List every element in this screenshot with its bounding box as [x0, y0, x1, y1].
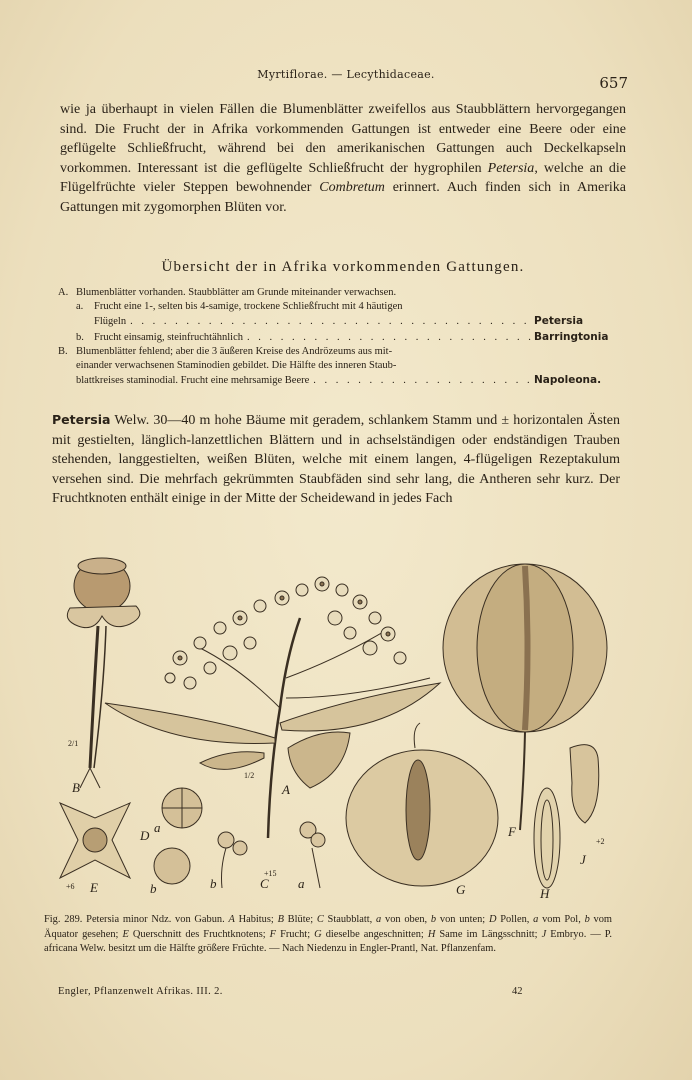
section-title: Übersicht der in Afrika vorkommenden Gattungen.	[161, 259, 525, 275]
key-row-a-a-cont: Flügeln . . . Petersia	[58, 314, 622, 329]
figure-h-seed	[534, 788, 560, 888]
label-B: B	[72, 780, 80, 795]
scale-J: +2	[596, 837, 605, 846]
label-A: A	[282, 782, 290, 797]
label-J: J	[580, 852, 586, 867]
figure-caption: Fig. 289. Petersia minor Ndz. von Gabun. A Habitus; B Blüte; C Staubblatt, a von oben, b von unten; D Pollen, a vom Pol, b vom Äquator gesehen; E Querschnitt des Fruchtknotens; F Frucht; G dieselbe angeschnitten; H Same im Längsschnitt; J Embryo. — P. africana Welw. besitzt um die Hälfte größere Früchte. — Nach Niedenzu in Engler-Prantl, Nat. Pflanzenfam.	[44, 914, 612, 955]
key-genus-petersia: Petersia	[534, 315, 584, 328]
scale-C: +15	[264, 869, 277, 878]
footer-signature: 42	[512, 986, 523, 997]
figure-b-flower	[67, 558, 140, 788]
scale-E: +6	[66, 882, 75, 891]
key-row-b-3: blattkreises staminodial. Frucht eine mehrsamige Beere . . . Napoleona.	[58, 373, 622, 388]
label-a-stamen: a	[298, 876, 305, 891]
figure-d-pollen	[154, 788, 202, 884]
genus-combretum-italic: Combretum	[319, 180, 385, 196]
genus-key	[58, 286, 622, 388]
botanical-figure	[50, 548, 630, 904]
running-head: Myrtiflorae. — Lecythidaceae.	[257, 68, 435, 81]
label-G: G	[456, 882, 466, 897]
key-row-b-2: einander verwachsenen Staminodien gebildet. Die Hälfte des inneren Staub-	[76, 360, 397, 372]
label-C: C	[260, 876, 269, 891]
key-row-a: A. Blumenblätter vorhanden. Staubblätter am Grunde miteinander verwachsen.	[58, 287, 397, 298]
label-b-stamen: b	[210, 876, 217, 891]
key-row-a-b: b. Frucht einsamig, steinfruchtähnlich . . . Barringtonia	[58, 330, 622, 345]
figure-c-stamens	[218, 822, 325, 888]
label-a-pollen: a	[154, 820, 161, 835]
figure-e-cross-section	[60, 803, 130, 878]
label-D: D	[140, 828, 150, 843]
label-b-pollen: b	[150, 881, 157, 896]
figure-g-cut-fruit	[346, 723, 498, 886]
intro-paragraph: wie ja überhaupt in vielen Fällen die Blumenblätter zweifellos aus Staubblättern hervorgegangen sind. Die Frucht der in Afrika vorkommenden Gattungen ist entweder eine Beere oder eine geflügelte Schließfrucht, während bei den amerikanischen Gattungen auch Deckelkapseln vorkommen. Interessant ist die geflügelte Schließfrucht der hygrophilen Petersia, welche an die Flügelfrüchte vieler Steppen bewohnender Combretum erinnert. Auch finden sich in Amerika Gattungen mit zygomorphen Blüten vor.	[60, 102, 626, 215]
scale-A: 1/2	[244, 771, 255, 780]
petersia-name: Petersia	[52, 412, 111, 427]
scale-B: 2/1	[68, 739, 79, 748]
figure-j-embryo	[570, 745, 599, 823]
label-H: H	[540, 886, 550, 901]
key-row-b: B. Blumenblätter fehlend; aber die 3 äußeren Kreise des Andrözeums aus mit-	[58, 345, 393, 357]
key-row-a-a: a. Frucht eine 1-, selten bis 4-samige, trockene Schließfrucht mit 4 häutigen	[76, 301, 403, 313]
label-E: E	[90, 880, 98, 895]
genus-petersia-italic: Petersia	[487, 160, 535, 176]
key-genus-napoleona: Napoleona.	[534, 374, 602, 387]
page-number: 657	[599, 74, 628, 92]
footer-source: Engler, Pflanzenwelt Afrikas. III. 2.	[58, 986, 223, 997]
key-genus-barringtonia: Barringtonia	[534, 330, 609, 343]
petersia-paragraph: Petersia Welw. 30—40 m hohe Bäume mit geradem, schlankem Stamm und ± horizontalen Ästen mit gestielten, länglich-lanzettlichen Blättern und in achselständigen oder endständigen Trauben stehenden, langgestielten, weißen Blüten, welche mit einem langen, 4-flügeligen Rezeptakulum versehen sind. Die mehrfach gekrümmten Staubfäden sind sehr lang, die Antheren sehr kurz. Der Fruchtknoten enthält einige in der Mitte der Scheidewand in jedes Fach	[52, 412, 620, 507]
label-F: F	[508, 824, 516, 839]
